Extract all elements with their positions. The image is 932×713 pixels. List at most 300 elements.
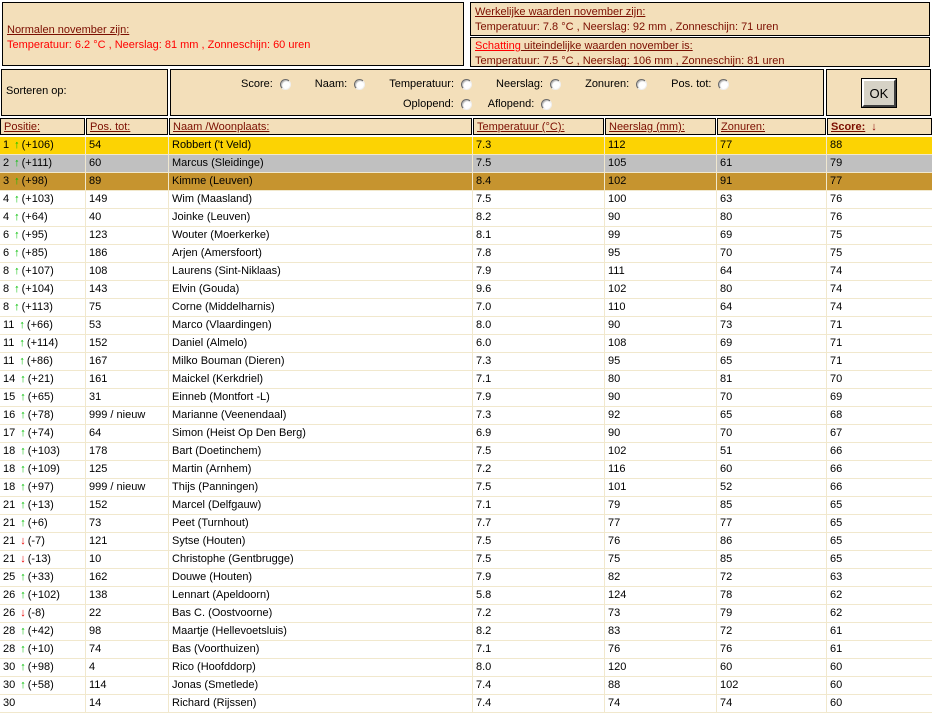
- position-cell: [0, 425, 85, 442]
- sort-option-aflopend: [488, 98, 552, 110]
- sun-hours-cell: 70: [717, 389, 826, 406]
- sort-option-temperatuur: [389, 78, 472, 90]
- sun-hours-cell: 64: [717, 263, 826, 280]
- position-cell: [0, 515, 85, 532]
- table-row: [0, 173, 932, 191]
- table-row: [0, 551, 932, 569]
- name-cell: Richard (Rijssen): [169, 695, 472, 712]
- position-number: 26: [3, 607, 16, 619]
- temperature-cell: 7.1: [473, 371, 604, 388]
- temperature-cell: 7.5: [473, 479, 604, 496]
- precipitation-cell: 110: [605, 299, 716, 316]
- rank-delta: (+33): [27, 571, 54, 583]
- column-header-5: Zonuren:: [717, 118, 826, 135]
- score-cell: 66: [827, 461, 932, 478]
- sort-option-postot: [671, 78, 729, 90]
- estimate-values-box: [470, 37, 930, 67]
- temperature-cell: 7.9: [473, 263, 604, 280]
- rank-up-arrow-icon: ↑: [20, 571, 26, 583]
- temperature-cell: 7.3: [473, 137, 604, 154]
- precipitation-cell: 120: [605, 659, 716, 676]
- precipitation-cell: 124: [605, 587, 716, 604]
- rank-delta: (+21): [27, 373, 54, 385]
- pos-tot-cell: 10: [86, 551, 168, 568]
- name-cell: Martin (Arnhem): [169, 461, 472, 478]
- position-number: 4: [3, 211, 10, 223]
- name-cell: Marcus (Sleidinge): [169, 155, 472, 172]
- table-row: [0, 605, 932, 623]
- position-cell: [0, 659, 85, 676]
- table-row: [0, 245, 932, 263]
- precipitation-cell: 116: [605, 461, 716, 478]
- rank-up-arrow-icon: ↑: [20, 463, 26, 475]
- score-cell: 88: [827, 137, 932, 154]
- precipitation-cell: 83: [605, 623, 716, 640]
- pos-tot-cell: 186: [86, 245, 168, 262]
- pos-tot-cell: 999 / nieuw: [86, 407, 168, 424]
- precipitation-cell: 76: [605, 641, 716, 658]
- actual-values-box: [470, 2, 930, 36]
- position-cell: [0, 191, 85, 208]
- temperature-cell: 8.1: [473, 227, 604, 244]
- name-cell: Marcel (Delfgauw): [169, 497, 472, 514]
- pos-tot-cell: 152: [86, 335, 168, 352]
- pos-tot-cell: 4: [86, 659, 168, 676]
- sort-option-label: Neerslag:: [496, 78, 544, 90]
- table-row: [0, 461, 932, 479]
- pos-tot-cell: 138: [86, 587, 168, 604]
- temperature-cell: 7.5: [473, 191, 604, 208]
- precipitation-cell: 79: [605, 497, 716, 514]
- position-cell: [0, 695, 85, 712]
- sort-options-box: [170, 69, 824, 116]
- sun-hours-cell: 70: [717, 245, 826, 262]
- sort-direction-arrow-icon: ↓: [871, 121, 877, 133]
- position-cell: [0, 155, 85, 172]
- sun-hours-cell: 91: [717, 173, 826, 190]
- radio-button[interactable]: [636, 79, 647, 90]
- precipitation-cell: 108: [605, 335, 716, 352]
- pos-tot-cell: 161: [86, 371, 168, 388]
- table-row: [0, 659, 932, 677]
- table-header-row: [0, 118, 932, 135]
- position-number: 21: [3, 535, 16, 547]
- rank-delta: (+65): [27, 391, 54, 403]
- sort-option-naam: [315, 78, 365, 90]
- actual-title: Werkelijke waarden november zijn:: [475, 6, 646, 18]
- pos-tot-cell: 114: [86, 677, 168, 694]
- rank-up-arrow-icon: ↑: [20, 625, 26, 637]
- name-cell: Bas (Voorthuizen): [169, 641, 472, 658]
- score-cell: 71: [827, 317, 932, 334]
- temperature-cell: 7.5: [473, 443, 604, 460]
- rank-delta: (+10): [27, 643, 54, 655]
- score-cell: 71: [827, 335, 932, 352]
- position-cell: [0, 371, 85, 388]
- ranking-table: [0, 118, 932, 713]
- position-number: 21: [3, 499, 16, 511]
- precipitation-cell: 74: [605, 695, 716, 712]
- position-cell: [0, 479, 85, 496]
- name-cell: Jonas (Smetlede): [169, 677, 472, 694]
- table-row: [0, 353, 932, 371]
- table-row: [0, 497, 932, 515]
- position-number: 18: [3, 481, 16, 493]
- rank-up-arrow-icon: ↑: [14, 157, 20, 169]
- precipitation-cell: 101: [605, 479, 716, 496]
- table-row: [0, 533, 932, 551]
- name-cell: Marianne (Veenendaal): [169, 407, 472, 424]
- position-cell: [0, 677, 85, 694]
- rank-up-arrow-icon: ↑: [20, 409, 26, 421]
- rank-delta: (+103): [21, 193, 54, 205]
- precipitation-cell: 102: [605, 443, 716, 460]
- position-number: 11: [3, 319, 15, 331]
- pos-tot-cell: 74: [86, 641, 168, 658]
- name-cell: Robbert ('t Veld): [169, 137, 472, 154]
- temperature-cell: 7.3: [473, 407, 604, 424]
- pos-tot-cell: 152: [86, 497, 168, 514]
- position-number: 8: [3, 301, 10, 313]
- temperature-cell: 7.8: [473, 245, 604, 262]
- sun-hours-cell: 60: [717, 461, 826, 478]
- name-cell: Lennart (Apeldoorn): [169, 587, 472, 604]
- sun-hours-cell: 80: [717, 209, 826, 226]
- rank-up-arrow-icon: ↑: [14, 247, 20, 259]
- normals-info-box: [2, 2, 464, 66]
- sun-hours-cell: 80: [717, 281, 826, 298]
- precipitation-cell: 99: [605, 227, 716, 244]
- table-row: [0, 407, 932, 425]
- estimate-values: Temperatuur: 7.5 °C , Neerslag: 106 mm , Zonneschijn: 81 uren: [475, 55, 785, 67]
- sort-label-box: [1, 69, 168, 116]
- pos-tot-cell: 89: [86, 173, 168, 190]
- pos-tot-cell: 98: [86, 623, 168, 640]
- score-cell: 68: [827, 407, 932, 424]
- position-cell: [0, 335, 85, 352]
- rank-up-arrow-icon: ↑: [20, 391, 26, 403]
- precipitation-cell: 90: [605, 209, 716, 226]
- precipitation-cell: 80: [605, 371, 716, 388]
- rank-up-arrow-icon: ↑: [20, 589, 26, 601]
- temperature-cell: 7.2: [473, 461, 604, 478]
- temperature-cell: 7.5: [473, 551, 604, 568]
- radio-button[interactable]: [550, 79, 561, 90]
- score-cell: 61: [827, 623, 932, 640]
- precipitation-cell: 102: [605, 173, 716, 190]
- rank-delta: (-8): [27, 607, 45, 619]
- precipitation-cell: 105: [605, 155, 716, 172]
- position-cell: [0, 569, 85, 586]
- name-cell: Daniel (Almelo): [169, 335, 472, 352]
- temperature-cell: 9.6: [473, 281, 604, 298]
- position-number: 11: [3, 355, 15, 367]
- precipitation-cell: 90: [605, 317, 716, 334]
- name-cell: Bas C. (Oostvoorne): [169, 605, 472, 622]
- name-cell: Elvin (Gouda): [169, 281, 472, 298]
- actual-values: Temperatuur: 7.8 °C , Neerslag: 92 mm , Zonneschijn: 71 uren: [475, 21, 779, 33]
- temperature-cell: 7.0: [473, 299, 604, 316]
- position-number: 11: [3, 337, 15, 349]
- table-row: [0, 299, 932, 317]
- position-number: 18: [3, 463, 16, 475]
- radio-button[interactable]: [354, 79, 365, 90]
- position-number: 4: [3, 193, 10, 205]
- pos-tot-cell: 167: [86, 353, 168, 370]
- score-cell: 67: [827, 425, 932, 442]
- position-cell: [0, 353, 85, 370]
- position-cell: [0, 443, 85, 460]
- name-cell: Marco (Vlaardingen): [169, 317, 472, 334]
- score-cell: 62: [827, 587, 932, 604]
- sun-hours-cell: 72: [717, 569, 826, 586]
- column-header-4: Neerslag (mm):: [605, 118, 716, 135]
- position-number: 25: [3, 571, 16, 583]
- name-cell: Rico (Hoofddorp): [169, 659, 472, 676]
- position-cell: [0, 389, 85, 406]
- position-number: 3: [3, 175, 10, 187]
- pos-tot-cell: 22: [86, 605, 168, 622]
- rank-up-arrow-icon: ↑: [20, 373, 26, 385]
- score-cell: 60: [827, 695, 932, 712]
- normals-values: Temperatuur: 6.2 °C , Neerslag: 81 mm , Zonneschijn: 60 uren: [7, 39, 311, 51]
- pos-tot-cell: 40: [86, 209, 168, 226]
- table-row: [0, 155, 932, 173]
- pos-tot-cell: 999 / nieuw: [86, 479, 168, 496]
- radio-button[interactable]: [541, 99, 552, 110]
- pos-tot-cell: 125: [86, 461, 168, 478]
- position-number: 30: [3, 697, 16, 709]
- score-cell: 77: [827, 173, 932, 190]
- table-row: [0, 389, 932, 407]
- sun-hours-cell: 69: [717, 227, 826, 244]
- position-cell: [0, 281, 85, 298]
- precipitation-cell: 77: [605, 515, 716, 532]
- rank-delta: (-7): [27, 535, 45, 547]
- position-number: 28: [3, 643, 16, 655]
- position-cell: [0, 263, 85, 280]
- rank-delta: (-13): [27, 553, 51, 565]
- rank-up-arrow-icon: ↑: [20, 679, 26, 691]
- precipitation-cell: 100: [605, 191, 716, 208]
- radio-button[interactable]: [280, 79, 291, 90]
- rank-up-arrow-icon: ↑: [20, 445, 26, 457]
- score-cell: 76: [827, 209, 932, 226]
- table-row: [0, 281, 932, 299]
- table-row: [0, 209, 932, 227]
- sun-hours-cell: 85: [717, 497, 826, 514]
- temperature-cell: 7.1: [473, 497, 604, 514]
- rank-delta: (+58): [27, 679, 54, 691]
- sun-hours-cell: 51: [717, 443, 826, 460]
- temperature-cell: 7.5: [473, 155, 604, 172]
- sun-hours-cell: 73: [717, 317, 826, 334]
- sun-hours-cell: 52: [717, 479, 826, 496]
- sort-options-row2: [171, 95, 823, 113]
- table-row: [0, 623, 932, 641]
- position-number: 2: [3, 157, 10, 169]
- score-cell: 74: [827, 299, 932, 316]
- rank-delta: (+97): [27, 481, 54, 493]
- pos-tot-cell: 143: [86, 281, 168, 298]
- name-cell: Einneb (Montfort -L): [169, 389, 472, 406]
- temperature-cell: 7.3: [473, 353, 604, 370]
- column-header-3: Temperatuur (°C):: [473, 118, 604, 135]
- rank-delta: (+86): [26, 355, 53, 367]
- precipitation-cell: 92: [605, 407, 716, 424]
- rank-delta: (+98): [27, 661, 54, 673]
- position-number: 15: [3, 391, 16, 403]
- column-header-1: Pos. tot:: [86, 118, 168, 135]
- pos-tot-cell: 73: [86, 515, 168, 532]
- temperature-cell: 8.2: [473, 209, 604, 226]
- precipitation-cell: 95: [605, 353, 716, 370]
- score-cell: 65: [827, 533, 932, 550]
- score-header-label: Score:: [831, 121, 866, 133]
- name-cell: Simon (Heist Op Den Berg): [169, 425, 472, 442]
- temperature-cell: 7.4: [473, 695, 604, 712]
- estimate-title-rest: uiteindelijke waarden november is:: [520, 40, 693, 52]
- position-cell: [0, 407, 85, 424]
- sort-option-oplopend: [403, 98, 472, 110]
- rank-up-arrow-icon: ↑: [14, 301, 20, 313]
- rank-up-arrow-icon: ↑: [20, 481, 26, 493]
- temperature-cell: 8.0: [473, 317, 604, 334]
- radio-button[interactable]: [461, 99, 472, 110]
- rank-delta: (+102): [27, 589, 60, 601]
- score-cell: 66: [827, 443, 932, 460]
- sun-hours-cell: 69: [717, 335, 826, 352]
- position-cell: [0, 533, 85, 550]
- sort-option-label: Zonuren:: [585, 78, 630, 90]
- precipitation-cell: 111: [605, 263, 716, 280]
- table-row: [0, 335, 932, 353]
- sun-hours-cell: 64: [717, 299, 826, 316]
- sort-option-label: Oplopend:: [403, 98, 454, 110]
- table-row: [0, 263, 932, 281]
- temperature-cell: 8.4: [473, 173, 604, 190]
- position-cell: [0, 605, 85, 622]
- score-cell: 65: [827, 515, 932, 532]
- ok-button[interactable]: OK: [862, 79, 896, 107]
- name-cell: Maickel (Kerkdriel): [169, 371, 472, 388]
- rank-delta: (+78): [27, 409, 54, 421]
- rank-up-arrow-icon: ↑: [20, 499, 26, 511]
- sun-hours-cell: 74: [717, 695, 826, 712]
- table-row: [0, 677, 932, 695]
- sort-option-neerslag: [496, 78, 561, 90]
- position-cell: [0, 137, 85, 154]
- pos-tot-cell: 31: [86, 389, 168, 406]
- sun-hours-cell: 76: [717, 641, 826, 658]
- temperature-cell: 7.7: [473, 515, 604, 532]
- name-cell: Peet (Turnhout): [169, 515, 472, 532]
- rank-up-arrow-icon: ↑: [14, 193, 20, 205]
- pos-tot-cell: 53: [86, 317, 168, 334]
- pos-tot-cell: 14: [86, 695, 168, 712]
- score-cell: 60: [827, 677, 932, 694]
- sun-hours-cell: 77: [717, 515, 826, 532]
- sun-hours-cell: 72: [717, 623, 826, 640]
- rank-up-arrow-icon: ↑: [20, 661, 26, 673]
- rank-delta: (+95): [21, 229, 48, 241]
- position-number: 21: [3, 553, 16, 565]
- rank-delta: (+6): [27, 517, 48, 529]
- name-cell: Joinke (Leuven): [169, 209, 472, 226]
- rank-up-arrow-icon: ↑: [20, 517, 26, 529]
- table-row: [0, 569, 932, 587]
- position-cell: [0, 209, 85, 226]
- precipitation-cell: 73: [605, 605, 716, 622]
- rank-delta: (+107): [21, 265, 54, 277]
- position-cell: [0, 317, 85, 334]
- sort-option-label: Naam:: [314, 78, 348, 90]
- rank-up-arrow-icon: ↑: [14, 265, 20, 277]
- precipitation-cell: 90: [605, 425, 716, 442]
- sun-hours-cell: 70: [717, 425, 826, 442]
- score-cell: 61: [827, 641, 932, 658]
- rank-delta: (+106): [21, 139, 54, 151]
- sun-hours-cell: 79: [717, 605, 826, 622]
- position-number: 8: [3, 283, 10, 295]
- table-row: [0, 515, 932, 533]
- rank-up-arrow-icon: ↑: [14, 139, 20, 151]
- temperature-cell: 7.9: [473, 569, 604, 586]
- table-row: [0, 443, 932, 461]
- sun-hours-cell: 65: [717, 407, 826, 424]
- table-row: [0, 641, 932, 659]
- rank-delta: (+66): [26, 319, 53, 331]
- position-cell: [0, 497, 85, 514]
- temperature-cell: 7.1: [473, 641, 604, 658]
- pos-tot-cell: 178: [86, 443, 168, 460]
- table-row: [0, 695, 932, 713]
- sort-option-score: [241, 78, 291, 90]
- position-cell: [0, 227, 85, 244]
- rank-up-arrow-icon: ↑: [19, 355, 25, 367]
- precipitation-cell: 88: [605, 677, 716, 694]
- rank-up-arrow-icon: ↑: [14, 283, 20, 295]
- score-cell: 74: [827, 281, 932, 298]
- precipitation-cell: 82: [605, 569, 716, 586]
- estimate-title-red: Schatting: [475, 40, 521, 52]
- radio-button[interactable]: [461, 79, 472, 90]
- position-number: 16: [3, 409, 16, 421]
- position-cell: [0, 245, 85, 262]
- position-cell: [0, 173, 85, 190]
- score-cell: 62: [827, 605, 932, 622]
- position-number: 28: [3, 625, 16, 637]
- score-cell: 71: [827, 353, 932, 370]
- ok-box: [826, 69, 931, 116]
- temperature-cell: 5.8: [473, 587, 604, 604]
- table-row: [0, 371, 932, 389]
- name-cell: Sytse (Houten): [169, 533, 472, 550]
- name-cell: Thijs (Panningen): [169, 479, 472, 496]
- position-cell: [0, 461, 85, 478]
- pos-tot-cell: 64: [86, 425, 168, 442]
- score-cell: 79: [827, 155, 932, 172]
- rank-down-arrow-icon: ↓: [20, 535, 26, 547]
- rank-delta: (+111): [21, 157, 53, 169]
- table-row: [0, 587, 932, 605]
- sort-option-label: Score:: [241, 78, 273, 90]
- sort-option-zonuren: [585, 78, 647, 90]
- sun-hours-cell: 77: [717, 137, 826, 154]
- radio-button[interactable]: [718, 79, 729, 90]
- position-number: 6: [3, 229, 10, 241]
- precipitation-cell: 76: [605, 533, 716, 550]
